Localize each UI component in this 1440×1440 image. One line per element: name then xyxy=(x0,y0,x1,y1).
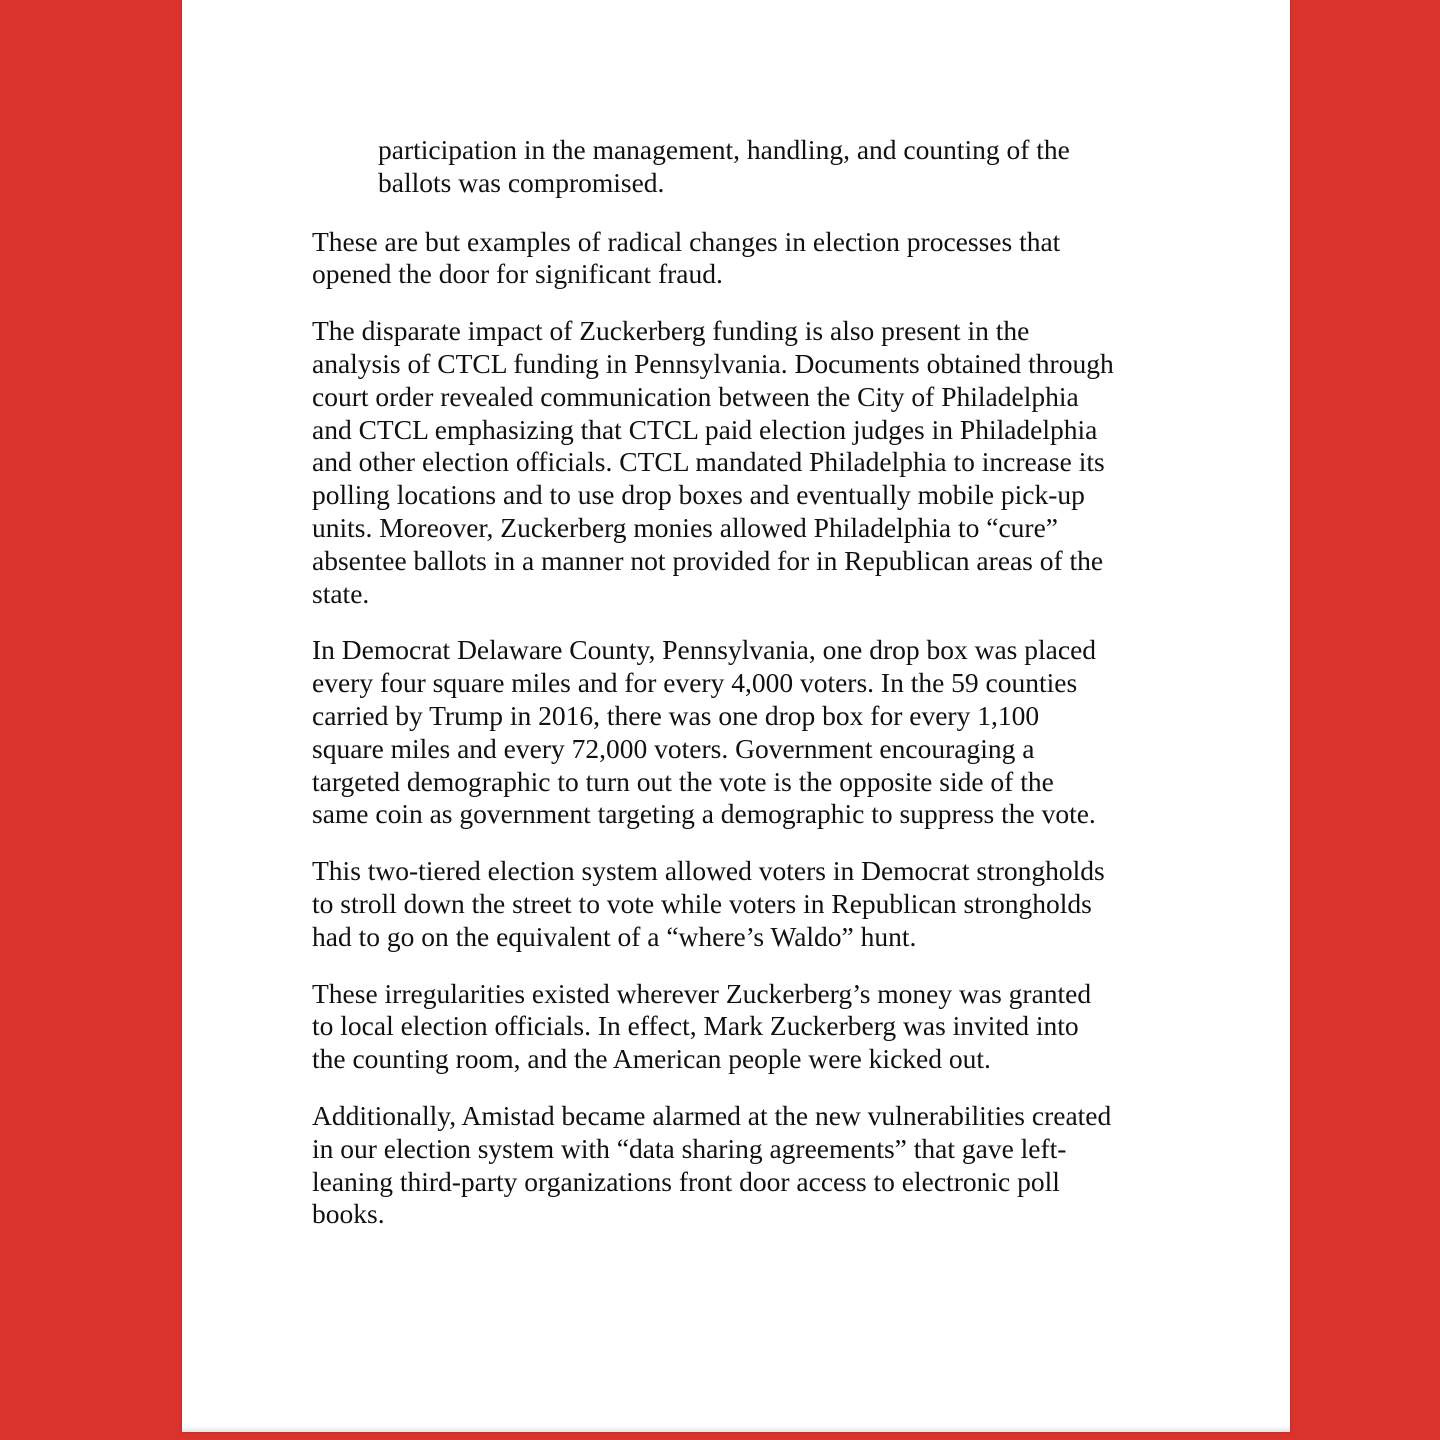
text-line: same coin as government targeting a demographic to suppress the vote. xyxy=(312,798,1096,830)
text-line: court order revealed communication between the City of Philadelphia xyxy=(312,380,1079,412)
paragraph-p6 xyxy=(312,978,1172,1076)
text-line: opened the door for significant fraud. xyxy=(312,258,723,290)
text-line: to stroll down the street to vote while voters in Republican strongholds xyxy=(312,887,1092,919)
text-line: In Democrat Delaware County, Pennsylvania, one drop box was placed xyxy=(312,634,1097,666)
paragraph-p5 xyxy=(312,855,1172,953)
text-line: polling locations and to use drop boxes and eventually mobile pick-up xyxy=(312,479,1085,511)
text-line: This two-tiered election system allowed voters in Democrat strongholds xyxy=(312,855,1105,887)
text-line: had to go on the equivalent of a “where’s Waldo” hunt. xyxy=(312,920,917,952)
paragraph-p1-continued xyxy=(378,134,1172,200)
document-page xyxy=(182,0,1290,1432)
text-line: participation in the management, handling, and counting of the xyxy=(378,134,1070,165)
text-line: The disparate impact of Zuckerberg funding is also present in the xyxy=(312,315,1030,347)
text-line: and other election officials. CTCL mandated Philadelphia to increase its xyxy=(312,446,1105,478)
paragraph-p7 xyxy=(312,1100,1172,1231)
text-line: absentee ballots in a manner not provided for in Republican areas of the xyxy=(312,544,1104,576)
text-line: These are but examples of radical changes in election processes that xyxy=(312,225,1061,257)
text-line: targeted demographic to turn out the vote is the opposite side of the xyxy=(312,765,1054,797)
text-line: carried by Trump in 2016, there was one drop box for every 1,100 xyxy=(312,699,1040,731)
paragraph-p2 xyxy=(312,226,1172,292)
text-line: every four square miles and for every 4,000 voters. In the 59 counties xyxy=(312,667,1078,699)
text-line: leaning third-party organizations front door access to electronic poll xyxy=(312,1165,1060,1197)
text-line: analysis of CTCL funding in Pennsylvania. Documents obtained through xyxy=(312,347,1114,379)
text-line: ballots was compromised. xyxy=(378,166,665,198)
document-body xyxy=(312,134,1172,1255)
text-line: These irregularities existed wherever Zuckerberg’s money was granted xyxy=(312,977,1092,1009)
text-line: and CTCL emphasizing that CTCL paid election judges in Philadelphia xyxy=(312,413,1098,445)
text-line: Additionally, Amistad became alarmed at the new vulnerabilities created xyxy=(312,1099,1112,1131)
text-line: state. xyxy=(312,577,370,609)
paragraph-p4 xyxy=(312,634,1172,831)
text-line: books. xyxy=(312,1198,385,1230)
text-line: units. Moreover, Zuckerberg monies allowed Philadelphia to “cure” xyxy=(312,511,1059,543)
text-line: in our election system with “data sharing agreements” that gave left- xyxy=(312,1132,1067,1164)
text-line: to local election officials. In effect, Mark Zuckerberg was invited into xyxy=(312,1010,1079,1042)
text-line: the counting room, and the American people were kicked out. xyxy=(312,1043,991,1075)
text-line: square miles and every 72,000 voters. Government encouraging a xyxy=(312,732,1035,764)
paragraph-p3 xyxy=(312,315,1172,610)
